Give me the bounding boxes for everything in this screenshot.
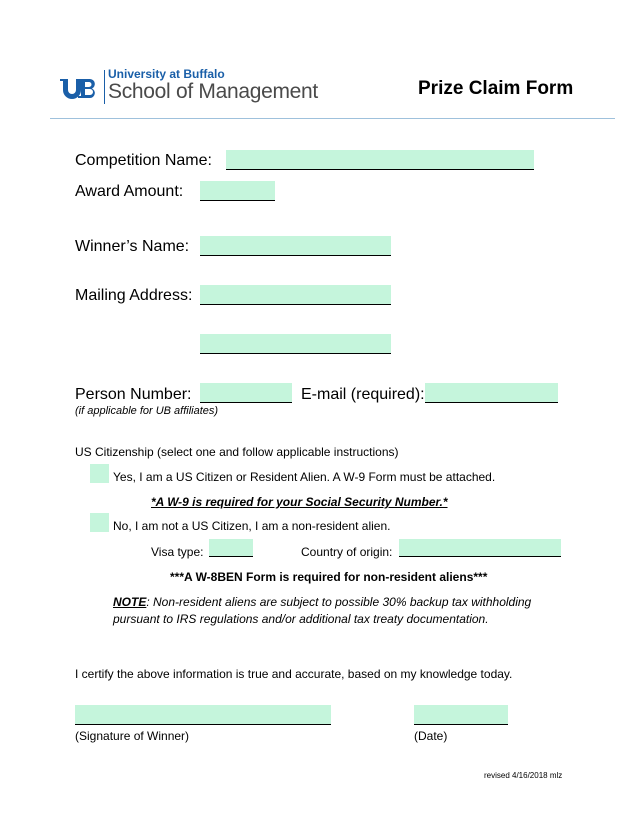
logo-divider <box>104 70 105 104</box>
email-field[interactable] <box>425 383 558 403</box>
citizen-no-checkbox[interactable] <box>90 513 109 532</box>
citizenship-heading: US Citizenship (select one and follow applicable instructions) <box>75 445 399 459</box>
certify-statement: I certify the above information is true and accurate, based on my knowledge today. <box>75 667 513 681</box>
award-amount-label: Award Amount: <box>75 183 184 200</box>
revised-note: revised 4/16/2018 mlz <box>484 771 563 780</box>
university-name: University at Buffalo <box>108 67 225 81</box>
mailing-address-field-line-1[interactable] <box>200 285 391 305</box>
date-field[interactable] <box>414 705 508 725</box>
award-amount-field[interactable] <box>200 181 275 201</box>
mailing-address-label: Mailing Address: <box>75 287 193 304</box>
email-label: E-mail (required): <box>301 386 425 403</box>
citizen-no-label: No, I am not a US Citizen, I am a non-resident alien. <box>113 519 391 533</box>
person-number-field[interactable] <box>200 383 292 403</box>
w9-note: *A W-9 is required for your Social Security Number.* <box>151 495 448 509</box>
header-rule <box>50 118 615 119</box>
competition-name-field[interactable] <box>226 150 534 170</box>
citizen-yes-label: Yes, I am a US Citizen or Resident Alien. A W-9 Form must be attached. <box>113 470 496 484</box>
visa-type-field[interactable] <box>209 539 253 557</box>
person-number-note: (if applicable for UB affiliates) <box>75 405 219 417</box>
country-label: Country of origin: <box>301 545 393 559</box>
w8ben-note: ***A W-8BEN Form is required for non-resident aliens*** <box>170 570 488 584</box>
form-title: Prize Claim Form <box>418 78 574 99</box>
signature-label: (Signature of Winner) <box>75 729 190 743</box>
visa-type-label: Visa type: <box>151 545 204 559</box>
ub-logo-icon <box>58 77 98 104</box>
note-label: NOTE <box>113 595 147 609</box>
mailing-address-field-line-2[interactable] <box>200 334 391 354</box>
winner-name-label: Winner’s Name: <box>75 238 190 255</box>
country-field[interactable] <box>399 539 561 557</box>
note-text-1: : Non-resident aliens are subject to possible 30% backup tax withholding <box>146 595 532 609</box>
winner-name-field[interactable] <box>200 236 391 256</box>
note-line-2: pursuant to IRS regulations and/or additional tax treaty documentation. <box>113 612 489 626</box>
competition-name-label: Competition Name: <box>75 152 212 169</box>
person-number-label: Person Number: <box>75 386 192 403</box>
note-line-1 <box>113 595 531 609</box>
citizen-yes-checkbox[interactable] <box>90 464 109 483</box>
signature-field[interactable] <box>75 705 331 725</box>
school-name: School of Management <box>108 80 318 103</box>
date-label: (Date) <box>414 729 448 743</box>
